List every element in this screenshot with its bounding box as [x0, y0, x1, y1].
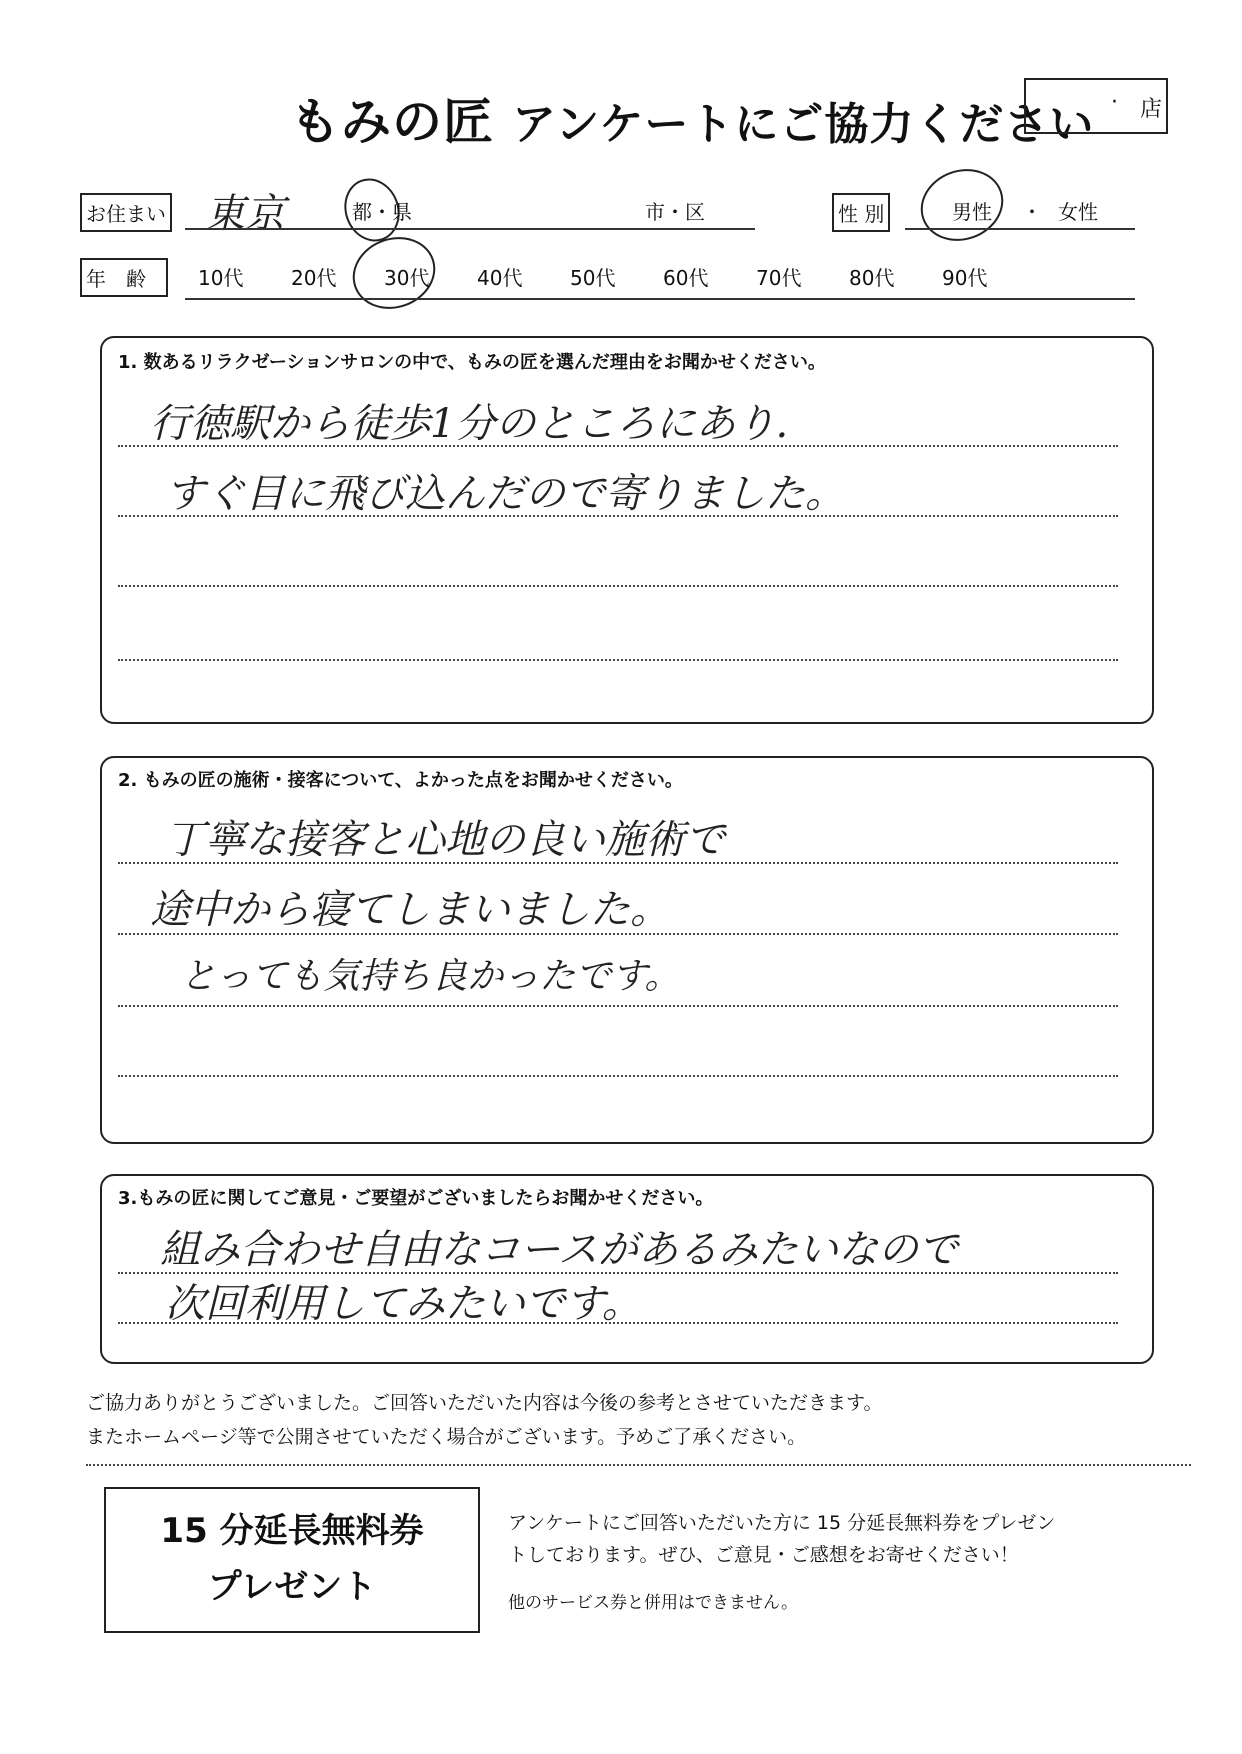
answer-line [118, 659, 1118, 661]
question-1-text: 1. 数あるリラクゼーションサロンの中で、もみの匠を選んだ理由をお聞かせください。 [118, 352, 826, 373]
answer-3-line-1: 組み合わせ自由なコースがあるみたいなので [160, 1227, 958, 1273]
coupon-title: 15 分延長無料券 [160, 1511, 424, 1551]
thanks-line-2: またホームページ等で公開させていただく場合がございます。予めご了承ください。 [86, 1426, 807, 1448]
age-option[interactable]: 40代 [477, 266, 523, 290]
gender-separator: ・ [1022, 200, 1042, 224]
age-underline [185, 298, 1135, 300]
prefecture-options[interactable]: 都・県 [352, 200, 412, 224]
age-option[interactable]: 70代 [756, 266, 802, 290]
age-option[interactable]: 60代 [663, 266, 709, 290]
store-suffix: 店 [1139, 97, 1162, 122]
answer-line [118, 585, 1118, 587]
age-option[interactable]: 90代 [942, 266, 988, 290]
answer-2-line-3: とっても気持ち良かったです。 [180, 956, 681, 997]
age-option[interactable]: 10代 [198, 266, 244, 290]
age-option[interactable]: 50代 [570, 266, 616, 290]
gender-underline [905, 228, 1135, 230]
cut-line [86, 1464, 1191, 1466]
address-underline [185, 228, 755, 230]
survey-title [290, 82, 1094, 154]
answer-2-line-2: 途中から寝てしまいました。 [150, 887, 670, 933]
question-3-text: 3.もみの匠に関してご意見・ご要望がございましたらお聞かせください。 [118, 1188, 714, 1209]
age-option[interactable]: 80代 [849, 266, 895, 290]
store-name-field[interactable]: · 店 [1024, 78, 1168, 134]
title-text: アンケートにご協力ください [512, 99, 1095, 150]
answer-line [118, 1005, 1118, 1007]
address-label: お住まい [80, 193, 172, 232]
gender-label: 性 別 [832, 193, 890, 232]
coupon-subtitle: プレゼント [207, 1567, 377, 1607]
coupon-note: 他のサービス券と併用はできません。 [508, 1593, 799, 1613]
question-2-text: 2. もみの匠の施術・接客について、よかった点をお聞かせください。 [118, 770, 683, 791]
gender-female[interactable]: 女性 [1058, 200, 1098, 224]
age-option[interactable]: 30代 [384, 266, 430, 290]
age-option[interactable]: 20代 [291, 266, 337, 290]
coupon-desc-1: アンケートにご回答いただいた方に 15 分延長無料券をプレゼン [508, 1512, 1056, 1534]
answer-2-line-1: 丁寧な接客と心地の良い施術で [165, 817, 725, 863]
gender-male[interactable]: 男性 [952, 200, 992, 224]
coupon-desc-2: トしております。ぜひ、ご意見・ご感想をお寄せください！ [508, 1544, 1019, 1566]
thanks-line-1: ご協力ありがとうございました。ご回答いただいた内容は今後の参考とさせていただきます。 [86, 1392, 883, 1414]
answer-1-line-1: 行徳駅から徒歩1分のところにあり. [150, 401, 789, 447]
brand-logo: もみの匠 [290, 92, 494, 151]
age-label: 年 齢 [80, 258, 168, 297]
address-value: 東京 [205, 191, 285, 237]
coupon-box [104, 1487, 480, 1633]
city-options[interactable]: 市・区 [645, 200, 705, 224]
answer-3-line-2: 次回利用してみたいです。 [165, 1281, 642, 1327]
answer-1-line-2: すぐ目に飛び込んだので寄りました。 [165, 471, 845, 517]
answer-line [118, 1075, 1118, 1077]
